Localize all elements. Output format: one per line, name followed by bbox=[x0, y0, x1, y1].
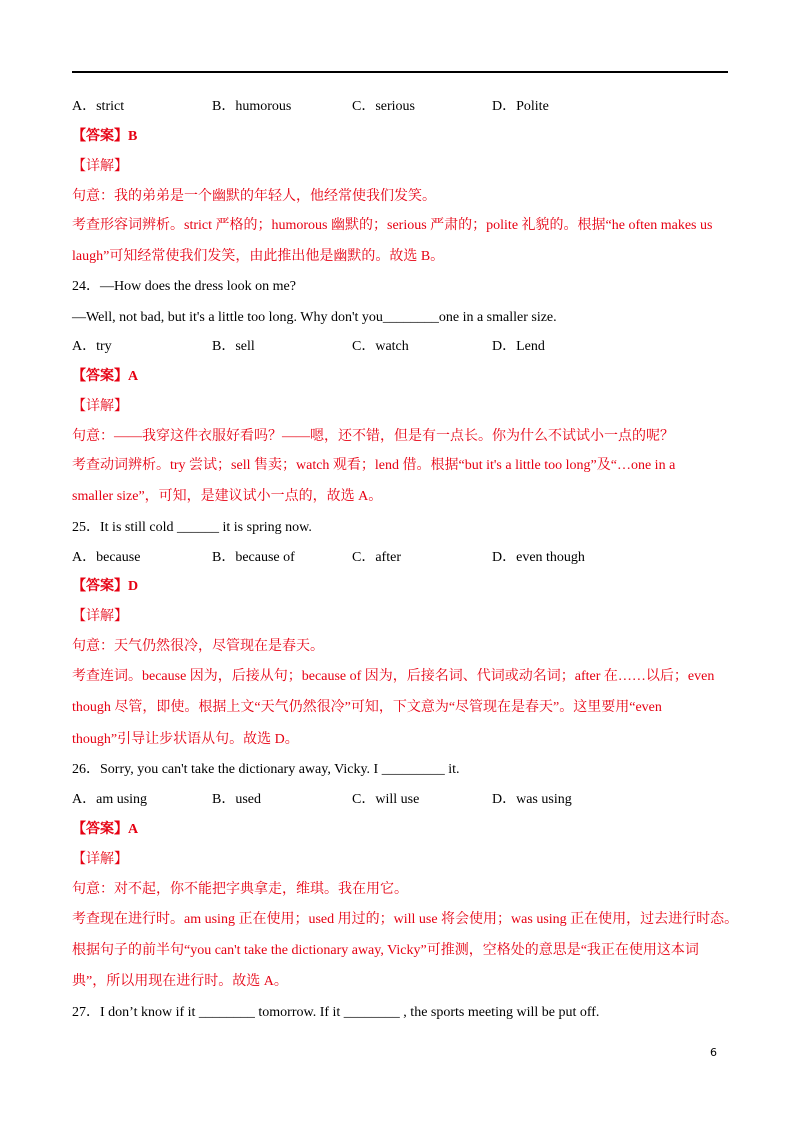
q25-option-a: A．because bbox=[72, 550, 141, 565]
q25-option-c: C．after bbox=[352, 550, 401, 565]
q25-option-b: B．because of bbox=[212, 550, 295, 565]
q26-option-a: A．am using bbox=[72, 792, 148, 807]
q25-answer: 【答案】D bbox=[72, 579, 139, 594]
header-rule bbox=[72, 71, 728, 73]
q25-stem: 25．It is still cold ______ it is spring now. bbox=[72, 520, 312, 535]
q23-detail-label: 【详解】 bbox=[72, 159, 128, 174]
q24-option-a: A．try bbox=[72, 339, 112, 354]
q25-explanation-line: though”引导让步状语从句。故选 D。 bbox=[72, 732, 299, 747]
q26-explanation-line: 典”，所以用现在进行时。故选 A。 bbox=[72, 974, 288, 989]
q26-option-b: B．used bbox=[212, 792, 261, 807]
q23-answer: 【答案】B bbox=[72, 129, 138, 144]
q26-explanation-line: 考查现在进行时。am using 正在使用；used 用过的；will use 将会使用；was using 正在使用，过去进行时态。 bbox=[72, 912, 739, 927]
q24-detail-label: 【详解】 bbox=[72, 399, 128, 414]
q23-explanation-line: laugh”可知经常使我们发笑，由此推出他是幽默的。故选 B。 bbox=[72, 249, 445, 264]
q23-explanation-line: 考查形容词辨析。strict 严格的；humorous 幽默的；serious 严肃的；polite 礼貌的。根据“he often makes us bbox=[72, 218, 713, 233]
q26-explanation-line: 句意：对不起，你不能把字典拿走，维琪。我在用它。 bbox=[72, 882, 408, 897]
q24-explanation-line: smaller size”，可知，是建议试小一点的，故选 A。 bbox=[72, 489, 383, 504]
q23-option-c: C．serious bbox=[352, 99, 415, 114]
q26-detail-label: 【详解】 bbox=[72, 852, 128, 867]
page-number: 6 bbox=[710, 1046, 717, 1059]
q26-answer: 【答案】A bbox=[72, 822, 139, 837]
q25-detail-label: 【详解】 bbox=[72, 609, 128, 624]
q26-option-c: C．will use bbox=[352, 792, 420, 807]
q26-option-d: D．was using bbox=[492, 792, 572, 807]
q24-option-c: C．watch bbox=[352, 339, 409, 354]
q26-stem: 26．Sorry, you can't take the dictionary away, Vicky. I _________ it. bbox=[72, 762, 460, 777]
q26-explanation-line: 根据句子的前半句“you can't take the dictionary away, Vicky”可推测，空格处的意思是“我正在使用这本词 bbox=[72, 943, 699, 958]
q24-answer: 【答案】A bbox=[72, 369, 139, 384]
q24-stem: 24．—How does the dress look on me? bbox=[72, 279, 296, 294]
q23-option-a: A．strict bbox=[72, 99, 125, 114]
q25-explanation-line: 考查连词。because 因为，后接从句；because of 因为，后接名词、代词或动名词；after 在……以后；even bbox=[72, 669, 715, 684]
q27-stem: 27．I don’t know if it ________ tomorrow. If it ________ , the sports meeting will be put off. bbox=[72, 1005, 600, 1020]
q25-explanation-line: 句意：天气仍然很冷，尽管现在是春天。 bbox=[72, 639, 324, 654]
q23-explanation-line: 句意：我的弟弟是一个幽默的年轻人，他经常使我们发笑。 bbox=[72, 189, 436, 204]
q24-option-b: B．sell bbox=[212, 339, 255, 354]
q23-option-d: D．Polite bbox=[492, 99, 549, 114]
q25-option-d: D．even though bbox=[492, 550, 585, 565]
q23-option-b: B．humorous bbox=[212, 99, 292, 114]
q24-option-d: D．Lend bbox=[492, 339, 545, 354]
q24-explanation-line: 句意：——我穿这件衣服好看吗？——嗯，还不错，但是有一点长。你为什么不试试小一点的呢？ bbox=[72, 429, 674, 444]
q24-stem: —Well, not bad, but it's a little too long. Why don't you________one in a smaller size. bbox=[72, 310, 557, 325]
q25-explanation-line: though 尽管，即使。根据上文“天气仍然很冷”可知，下文意为“尽管现在是春天”。这里要用“even bbox=[72, 700, 662, 715]
q24-explanation-line: 考查动词辨析。try 尝试；sell 售卖；watch 观看；lend 借。根据“but it's a little too long”及“…one in a bbox=[72, 458, 676, 473]
